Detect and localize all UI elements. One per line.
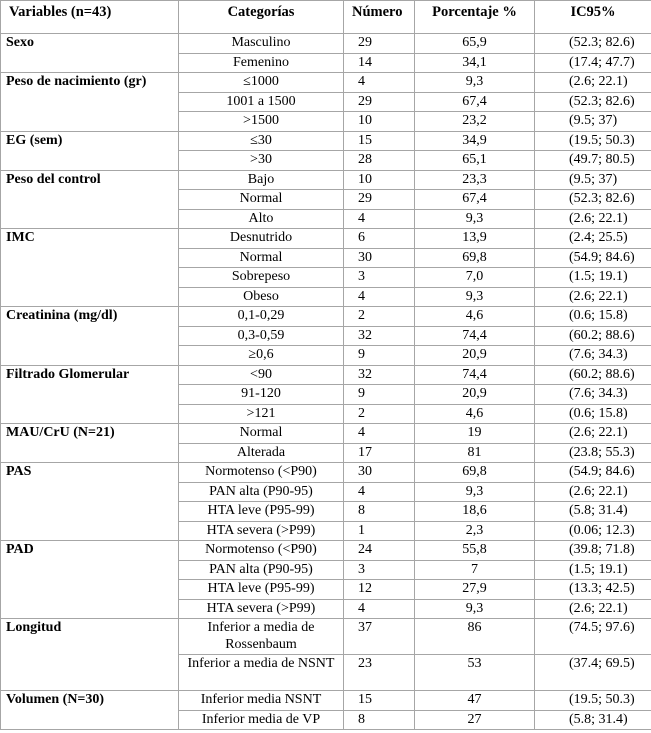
ci-cell: (60.2; 88.6) bbox=[535, 365, 651, 385]
ci-cell: (1.5; 19.1) bbox=[535, 268, 651, 288]
variable-cell: IMC bbox=[1, 229, 179, 307]
ci-cell: (2.6; 22.1) bbox=[535, 424, 651, 444]
category-cell: Inferior media NSNT bbox=[179, 691, 344, 711]
variable-cell: Filtrado Glomerular bbox=[1, 365, 179, 424]
ci-cell: (5.8; 31.4) bbox=[535, 502, 651, 522]
ci-cell: (19.5; 50.3) bbox=[535, 691, 651, 711]
category-cell: 0,1-0,29 bbox=[179, 307, 344, 327]
ci-cell: (52.3; 82.6) bbox=[535, 190, 651, 210]
category-cell: Normal bbox=[179, 248, 344, 268]
category-cell: <90 bbox=[179, 365, 344, 385]
category-cell: Desnutrido bbox=[179, 229, 344, 249]
percent-cell: 20,9 bbox=[415, 385, 535, 405]
table-row bbox=[1, 541, 651, 561]
category-cell: PAN alta (P90-95) bbox=[179, 560, 344, 580]
header-ic95: IC95% bbox=[535, 1, 651, 34]
percent-cell: 65,1 bbox=[415, 151, 535, 171]
number-cell: 14 bbox=[344, 53, 415, 73]
percent-cell: 13,9 bbox=[415, 229, 535, 249]
ci-cell: (23.8; 55.3) bbox=[535, 443, 651, 463]
ci-cell: (0.06; 12.3) bbox=[535, 521, 651, 541]
category-cell: HTA leve (P95-99) bbox=[179, 580, 344, 600]
number-cell: 6 bbox=[344, 229, 415, 249]
table-row bbox=[1, 424, 651, 444]
ci-cell: (60.2; 88.6) bbox=[535, 326, 651, 346]
number-cell: 30 bbox=[344, 248, 415, 268]
category-cell: 91-120 bbox=[179, 385, 344, 405]
category-cell: >1500 bbox=[179, 112, 344, 132]
ci-cell: (9.5; 37) bbox=[535, 112, 651, 132]
number-cell: 2 bbox=[344, 307, 415, 327]
percent-cell: 9,3 bbox=[415, 599, 535, 619]
percent-cell: 2,3 bbox=[415, 521, 535, 541]
number-cell: 4 bbox=[344, 209, 415, 229]
variable-cell: Creatinina (mg/dl) bbox=[1, 307, 179, 366]
percent-cell: 18,6 bbox=[415, 502, 535, 522]
ci-cell: (37.4; 69.5) bbox=[535, 655, 651, 691]
table-row bbox=[1, 365, 651, 385]
ci-cell: (2.6; 22.1) bbox=[535, 73, 651, 93]
percent-cell: 67,4 bbox=[415, 190, 535, 210]
table-row bbox=[1, 691, 651, 711]
category-cell: HTA leve (P95-99) bbox=[179, 502, 344, 522]
category-cell: ≤30 bbox=[179, 131, 344, 151]
number-cell: 12 bbox=[344, 580, 415, 600]
percent-cell: 34,9 bbox=[415, 131, 535, 151]
variable-cell: PAD bbox=[1, 541, 179, 619]
percent-cell: 7 bbox=[415, 560, 535, 580]
category-cell: 1001 a 1500 bbox=[179, 92, 344, 112]
percent-cell: 34,1 bbox=[415, 53, 535, 73]
number-cell: 4 bbox=[344, 482, 415, 502]
percent-cell: 65,9 bbox=[415, 34, 535, 54]
ci-cell: (0.6; 15.8) bbox=[535, 307, 651, 327]
category-cell: Masculino bbox=[179, 34, 344, 54]
number-cell: 15 bbox=[344, 131, 415, 151]
number-cell: 29 bbox=[344, 92, 415, 112]
number-cell: 4 bbox=[344, 73, 415, 93]
variable-cell: Sexo bbox=[1, 34, 179, 73]
percent-cell: 53 bbox=[415, 655, 535, 691]
percent-cell: 9,3 bbox=[415, 287, 535, 307]
percent-cell: 23,3 bbox=[415, 170, 535, 190]
number-cell: 1 bbox=[344, 521, 415, 541]
ci-cell: (17.4; 47.7) bbox=[535, 53, 651, 73]
ci-cell: (39.8; 71.8) bbox=[535, 541, 651, 561]
category-cell: Bajo bbox=[179, 170, 344, 190]
ci-cell: (9.5; 37) bbox=[535, 170, 651, 190]
number-cell: 37 bbox=[344, 619, 415, 655]
number-cell: 2 bbox=[344, 404, 415, 424]
number-cell: 29 bbox=[344, 34, 415, 54]
percent-cell: 4,6 bbox=[415, 307, 535, 327]
number-cell: 9 bbox=[344, 385, 415, 405]
percent-cell: 27 bbox=[415, 710, 535, 730]
number-cell: 28 bbox=[344, 151, 415, 171]
percent-cell: 4,6 bbox=[415, 404, 535, 424]
table-row bbox=[1, 170, 651, 190]
category-cell: PAN alta (P90-95) bbox=[179, 482, 344, 502]
category-cell: HTA severa (>P99) bbox=[179, 599, 344, 619]
category-cell: Obeso bbox=[179, 287, 344, 307]
header-row bbox=[1, 1, 651, 34]
percent-cell: 74,4 bbox=[415, 326, 535, 346]
category-cell: >121 bbox=[179, 404, 344, 424]
header-porcentaje: Porcentaje % bbox=[415, 1, 535, 34]
number-cell: 10 bbox=[344, 170, 415, 190]
ci-cell: (7.6; 34.3) bbox=[535, 346, 651, 366]
ci-cell: (2.6; 22.1) bbox=[535, 209, 651, 229]
table-row bbox=[1, 131, 651, 151]
category-cell: Normotenso (<P90) bbox=[179, 541, 344, 561]
ci-cell: (1.5; 19.1) bbox=[535, 560, 651, 580]
percent-cell: 9,3 bbox=[415, 209, 535, 229]
category-cell: HTA severa (>P99) bbox=[179, 521, 344, 541]
header-categorias: Categorías bbox=[179, 1, 344, 34]
category-cell: Normal bbox=[179, 190, 344, 210]
number-cell: 3 bbox=[344, 268, 415, 288]
number-cell: 8 bbox=[344, 502, 415, 522]
percent-cell: 9,3 bbox=[415, 73, 535, 93]
percent-cell: 27,9 bbox=[415, 580, 535, 600]
ci-cell: (54.9; 84.6) bbox=[535, 463, 651, 483]
percent-cell: 55,8 bbox=[415, 541, 535, 561]
percent-cell: 69,8 bbox=[415, 463, 535, 483]
variable-cell: Volumen (N=30) bbox=[1, 691, 179, 730]
percent-cell: 69,8 bbox=[415, 248, 535, 268]
variable-cell: Peso de nacimiento (gr) bbox=[1, 73, 179, 132]
ci-cell: (74.5; 97.6) bbox=[535, 619, 651, 655]
category-cell: ≤1000 bbox=[179, 73, 344, 93]
category-cell: Femenino bbox=[179, 53, 344, 73]
ci-cell: (2.6; 22.1) bbox=[535, 599, 651, 619]
number-cell: 30 bbox=[344, 463, 415, 483]
ci-cell: (49.7; 80.5) bbox=[535, 151, 651, 171]
table-body bbox=[1, 34, 651, 730]
ci-cell: (2.6; 22.1) bbox=[535, 287, 651, 307]
header-variables: Variables (n=43) bbox=[1, 1, 179, 34]
ci-cell: (7.6; 34.3) bbox=[535, 385, 651, 405]
number-cell: 4 bbox=[344, 424, 415, 444]
number-cell: 24 bbox=[344, 541, 415, 561]
variable-cell: Peso del control bbox=[1, 170, 179, 229]
category-cell: >30 bbox=[179, 151, 344, 171]
number-cell: 15 bbox=[344, 691, 415, 711]
percent-cell: 19 bbox=[415, 424, 535, 444]
percent-cell: 7,0 bbox=[415, 268, 535, 288]
ci-cell: (54.9; 84.6) bbox=[535, 248, 651, 268]
category-cell: ≥0,6 bbox=[179, 346, 344, 366]
percent-cell: 20,9 bbox=[415, 346, 535, 366]
header-numero: Número bbox=[344, 1, 415, 34]
percent-cell: 47 bbox=[415, 691, 535, 711]
table-row bbox=[1, 307, 651, 327]
category-cell: Inferior a media de Rossenbaum bbox=[179, 619, 344, 655]
table-row bbox=[1, 73, 651, 93]
ci-cell: (52.3; 82.6) bbox=[535, 92, 651, 112]
ci-cell: (0.6; 15.8) bbox=[535, 404, 651, 424]
ci-cell: (5.8; 31.4) bbox=[535, 710, 651, 730]
ci-cell: (19.5; 50.3) bbox=[535, 131, 651, 151]
number-cell: 10 bbox=[344, 112, 415, 132]
ci-cell: (13.3; 42.5) bbox=[535, 580, 651, 600]
category-cell: Normal bbox=[179, 424, 344, 444]
table-header bbox=[1, 1, 651, 34]
percent-cell: 86 bbox=[415, 619, 535, 655]
number-cell: 8 bbox=[344, 710, 415, 730]
table-row bbox=[1, 619, 651, 655]
category-cell: 0,3-0,59 bbox=[179, 326, 344, 346]
variable-cell: Longitud bbox=[1, 619, 179, 691]
number-cell: 17 bbox=[344, 443, 415, 463]
number-cell: 23 bbox=[344, 655, 415, 691]
number-cell: 32 bbox=[344, 326, 415, 346]
number-cell: 29 bbox=[344, 190, 415, 210]
percent-cell: 9,3 bbox=[415, 482, 535, 502]
table-row bbox=[1, 34, 651, 54]
table-row bbox=[1, 463, 651, 483]
category-cell: Inferior a media de NSNT bbox=[179, 655, 344, 691]
ci-cell: (52.3; 82.6) bbox=[535, 34, 651, 54]
category-cell: Sobrepeso bbox=[179, 268, 344, 288]
percent-cell: 23,2 bbox=[415, 112, 535, 132]
variable-cell: MAU/CrU (N=21) bbox=[1, 424, 179, 463]
category-cell: Alto bbox=[179, 209, 344, 229]
category-cell: Inferior media de VP bbox=[179, 710, 344, 730]
number-cell: 3 bbox=[344, 560, 415, 580]
ci-cell: (2.4; 25.5) bbox=[535, 229, 651, 249]
percent-cell: 74,4 bbox=[415, 365, 535, 385]
category-cell: Alterada bbox=[179, 443, 344, 463]
variable-cell: EG (sem) bbox=[1, 131, 179, 170]
percent-cell: 81 bbox=[415, 443, 535, 463]
category-cell: Normotenso (<P90) bbox=[179, 463, 344, 483]
ci-cell: (2.6; 22.1) bbox=[535, 482, 651, 502]
table-row bbox=[1, 229, 651, 249]
percent-cell: 67,4 bbox=[415, 92, 535, 112]
number-cell: 32 bbox=[344, 365, 415, 385]
number-cell: 4 bbox=[344, 287, 415, 307]
number-cell: 9 bbox=[344, 346, 415, 366]
variable-cell: PAS bbox=[1, 463, 179, 541]
number-cell: 4 bbox=[344, 599, 415, 619]
